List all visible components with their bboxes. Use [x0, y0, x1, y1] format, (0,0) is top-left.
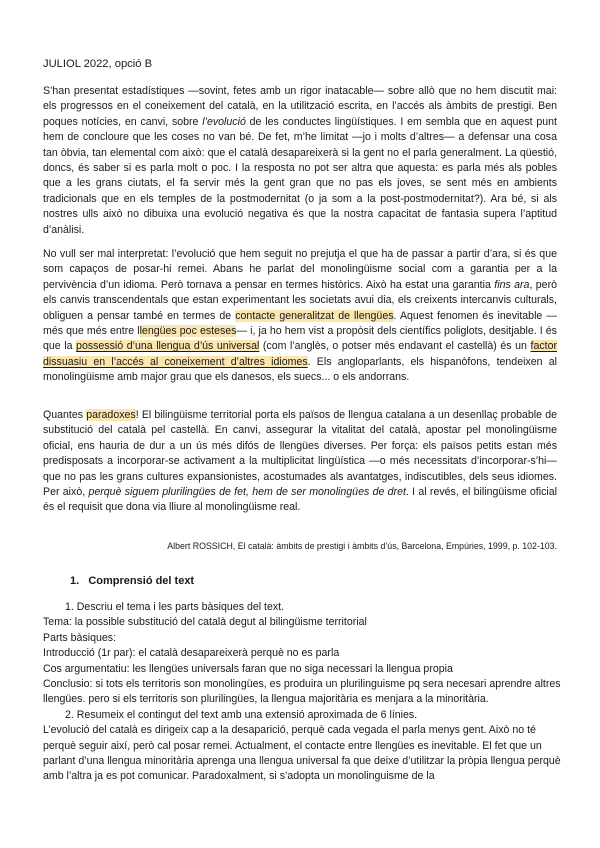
text-run: l’evolució: [202, 115, 246, 128]
text-run: — i, ja ho hem vist a propòsit dels científics poliglots, desitjable. I és que la: [43, 325, 557, 353]
text-run: . I al revés, el bilingüisme oficial és el requisit que dona via lliure al monolingüisme real.: [43, 486, 558, 514]
text-run: (com l’anglès, o potser més endavant el castellà) és un: [259, 340, 531, 353]
text-run: Quantes: [43, 409, 87, 421]
text-run: de les conductes lingüístiques. I em sembla que en aquest punt hem de concloure que les coses no van bé. De fet, m’he limitat —jo i molts d’altres— a defensar una cosa tan òbvia, tan elemental com això: que el català desapareixerà si la gent no el parla generalment. La qüestió, doncs, és saber si es parla molt o poc. I la resposta no pot ser altra que aquesta: es parla més als pobles que a les grans ciutats, el fa servir més la gent gran que no pas els joves, se sent més en ambients tradicionals que en els temples de la postmodernitat (o ja som a la post-postmodernitat?). Ara bé, si als nostres ulls això no dibuixa una evolució negativa és que la nostra capacitat de fantasia supera l’aptitud d’anàlisi.: [43, 115, 557, 236]
section-number: 1.: [70, 575, 80, 587]
paragraph-2: [43, 247, 557, 386]
answer-cos: Cos argumentatiu: les llengües universals faran que no siga necessari la llengua propia: [43, 662, 453, 675]
answer-intro: Introducció (1r par): el català desapareixerà perquè no es parla: [43, 647, 340, 660]
answers-block: [43, 600, 563, 785]
question-2: 2. Resumeix el contingut del text amb una extensió aproximada de 6 línies.: [65, 708, 418, 721]
text-run: . Els angloparlants, els hispanòfons, tendeixen al monolingüisme amb major grau que els danesos, els suecs... o els andorrans.: [43, 355, 557, 384]
section-title: Comprensió del text: [88, 575, 195, 587]
answer-tema: Tema: la possible substitució del català degut al bilingüisme territorial: [43, 616, 367, 629]
paragraph-1: [43, 84, 557, 238]
highlighted-text: possessió d’una llengua d’ús universal: [76, 340, 260, 353]
source-citation: Albert ROSSICH, El català: àmbits de prestigi i àmbits d’ús, Barcelona, Empúries, 1999, p. 102-103.: [167, 541, 557, 551]
question-1: 1. Descriu el tema i les parts bàsiques del text.: [65, 601, 285, 613]
text-run: S’han presentat estadístiques —sovint, fetes amb un rigor inatacable— sobre allò que no hem discutit mai: els progressos en el coneixement del català, en la utilització escrita, en l’accés als àmbits de prestigi. Ben poques notícies, en canvi, sobre: [43, 85, 557, 128]
section-heading: [70, 575, 194, 587]
text-run: No vull ser mal interpretat: l’evolució que hem seguit no prejutja el que ha de passar a partir d’ara, si és que som capaços de posar-hi remei. Abans he parlat del monolingüisme social com a garantia per a la pervivència d’un idioma. Però tornava a pensar en termes històrics. Això ha estat una garantia: [43, 248, 557, 291]
paragraph-3: [43, 408, 557, 516]
text-run: fins ara: [494, 278, 530, 291]
exam-header: JULIOL 2022, opció B: [43, 58, 153, 70]
text-run: ! El bilingüisme territorial porta els països de llengua catalana a un desenllaç probable de substitució del català pel castellà. En canvi, assegurar la vitalitat del català, apostar pel monolingüisme oficial, ens hauria de dur a un ús més difós de llengües diverses. Per força: els països petits estan més predisposats a incorporar-se activament a la multiplicitat lingüística —o més necessitats d’incorporar-s’hi— que no pas les grans cultures expansionistes, acostumades als avantatges, indiscutibles, dels seus idiomes. Per això,: [43, 409, 557, 499]
highlighted-text: lengües poc esteses: [139, 325, 237, 338]
text-run: . Aquest fenomen és inevitable —més que més entre l: [43, 309, 557, 338]
highlighted-text: factor dissuasiu en l’accés al coneixement d’altres idiomes: [43, 340, 557, 368]
highlighted-text: contacte generalitzat de llengües: [235, 309, 394, 322]
text-run: , però els canvis transcendentals que estan experimentant les societats avui dia, els creixents intercanvis culturals, obliguen a pensar també en termes de: [43, 278, 557, 322]
highlighted-text: paradoxes: [86, 409, 136, 421]
text-run: perquè siguem plurilingües de fet, hem de ser monolingües de dret: [88, 486, 406, 499]
answer-resum: L’evolució del català es dirigeix cap a la desaparició, perquè cada vegada el parla menys gent. Això no té perquè seguir així, però cal posar remei. Actualment, el contacte entre llengües es inevitable. El fet que un parlant d’una llengua minoritària aprenga una llengua universal fa que deixe d’utilitzar la pròpia llengua perquè amb l’altra ja es pot comunicar. Paradoxalment, si s’adopta un monolinguisme de la: [43, 724, 561, 783]
answer-parts-label: Parts bàsiques:: [43, 631, 117, 644]
answer-conclusio: Conclusio: si tots els territoris son monolingües, es produira un plurilinguisme pq sera necesari aprendre altres llengües. pero si els territoris son plurilingües, la llengua majoritària es menjara a la minoritària.: [43, 678, 561, 706]
